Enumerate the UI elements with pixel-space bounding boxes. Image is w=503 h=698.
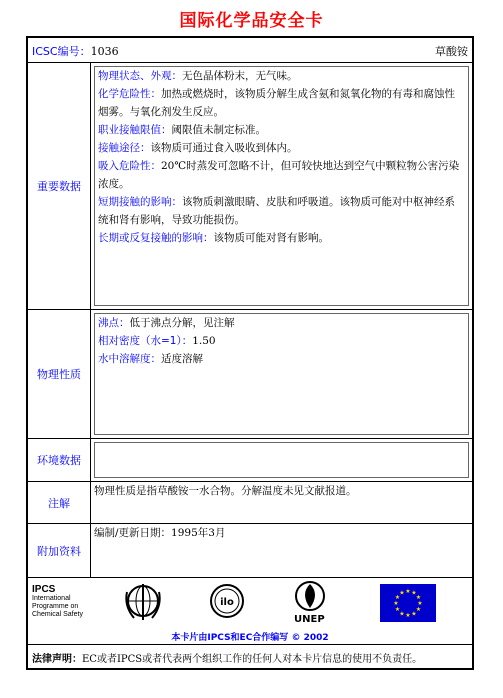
svg-text:★: ★	[417, 600, 423, 607]
important-value: 阈限值未制定标准。	[171, 124, 266, 136]
additional-row	[28, 524, 472, 578]
important-value: 该物质刺激眼睛、皮肤和呼吸道。该物质可能对中枢神经系统和肾有影响，导致功能损伤。	[98, 196, 455, 226]
important-key: 物理状态、外观：	[98, 70, 182, 82]
notes-label: 注解	[28, 482, 91, 523]
important-item	[98, 193, 465, 229]
important-data-row	[28, 63, 472, 310]
ilo-logo-icon	[208, 582, 246, 622]
important-item	[98, 229, 465, 247]
important-value: 该物质可能对肾有影响。	[213, 232, 329, 244]
physical-key: 水中溶解度：	[98, 353, 161, 365]
important-key: 吸入危险性：	[98, 160, 161, 172]
card-credit: 本卡片由IPCS和EC合作编写 © 2002	[171, 633, 329, 643]
physical-value: 1.50	[192, 335, 216, 347]
who-logo-icon	[124, 582, 162, 622]
svg-text:★: ★	[415, 594, 422, 601]
svg-text:★: ★	[411, 589, 417, 597]
ipcs-title: IPCS	[32, 584, 56, 595]
icsc-number: 1036	[90, 45, 119, 58]
notes-row	[28, 482, 472, 524]
important-key: 化学危险性：	[98, 88, 161, 100]
safety-card	[26, 36, 474, 670]
ipcs-line-1: International	[32, 595, 71, 602]
additional-text: 编制/更新日期：1995年3月	[94, 527, 226, 539]
unep-logo-icon	[290, 580, 330, 616]
notes-text: 物理性质是指草酸铵一水合物。分解温度未见文献报道。	[94, 485, 357, 497]
physical-key: 沸点：	[98, 317, 130, 329]
important-item	[98, 67, 465, 85]
important-key: 长期或反复接触的影响：	[98, 232, 214, 244]
unep-text: UNEP	[294, 614, 325, 625]
important-key: 职业接触限值：	[98, 124, 172, 136]
important-value: 该物质可通过食入吸收到体内。	[150, 142, 298, 154]
physical-properties-label: 物理性质	[28, 310, 91, 438]
legal-text: EC或者IPCS或者代表两个组织工作的任何人对本卡片信息的使用不负责任。	[82, 654, 423, 665]
important-item	[98, 157, 465, 193]
svg-text:★: ★	[394, 606, 401, 613]
svg-text:ilo: ilo	[220, 597, 234, 608]
important-item	[98, 139, 465, 157]
svg-text:★: ★	[399, 589, 405, 597]
physical-item	[98, 350, 465, 368]
svg-text:★: ★	[415, 606, 422, 613]
legal-notice	[28, 645, 472, 667]
important-data-label: 重要数据	[28, 63, 91, 309]
additional-label: 附加资料	[28, 524, 91, 577]
card-header	[28, 38, 472, 63]
physical-item	[98, 332, 465, 350]
eu-flag-icon	[380, 584, 436, 622]
important-value: 无色晶体粉末，无气味。	[182, 70, 298, 82]
important-data-text	[95, 67, 468, 247]
important-key: 短期接触的影响：	[98, 196, 182, 208]
physical-item	[98, 314, 465, 332]
svg-text:★: ★	[405, 588, 411, 595]
important-key: 接触途径：	[98, 142, 151, 154]
ipcs-line-3: Chemical Safety	[32, 611, 83, 618]
important-item	[98, 121, 465, 139]
physical-key: 相对密度（水=1）：	[98, 335, 193, 347]
card-title: 国际化学品安全卡	[179, 11, 324, 31]
icsc-label: ICSC编号：	[32, 45, 91, 58]
legal-key: 法律声明：	[32, 654, 82, 665]
ipcs-line-2: Programme on	[32, 603, 79, 610]
important-value: 加热或燃烧时，该物质分解生成含氨和氮氧化物的有毒和腐蚀性烟雾。与氧化剂发生反应。	[98, 88, 455, 118]
physical-value: 适度溶解	[161, 353, 203, 365]
chemical-name: 草酸铵	[435, 45, 468, 58]
svg-text:★: ★	[405, 612, 411, 619]
ipcs-logo	[32, 584, 83, 619]
physical-value: 低于沸点分解，见注解	[129, 317, 235, 329]
logo-strip	[28, 578, 472, 645]
svg-text:★: ★	[411, 610, 417, 618]
important-item	[98, 85, 465, 121]
svg-text:★: ★	[393, 600, 399, 607]
important-value: 20℃时蒸发可忽略不计，但可较快地达到空气中颗粒物公害污染浓度。	[98, 160, 460, 190]
svg-text:★: ★	[394, 594, 401, 601]
physical-properties-row	[28, 310, 472, 439]
physical-properties-text	[95, 314, 468, 368]
environment-row	[28, 439, 472, 482]
svg-text:★: ★	[399, 610, 405, 618]
environment-label: 环境数据	[28, 439, 91, 481]
